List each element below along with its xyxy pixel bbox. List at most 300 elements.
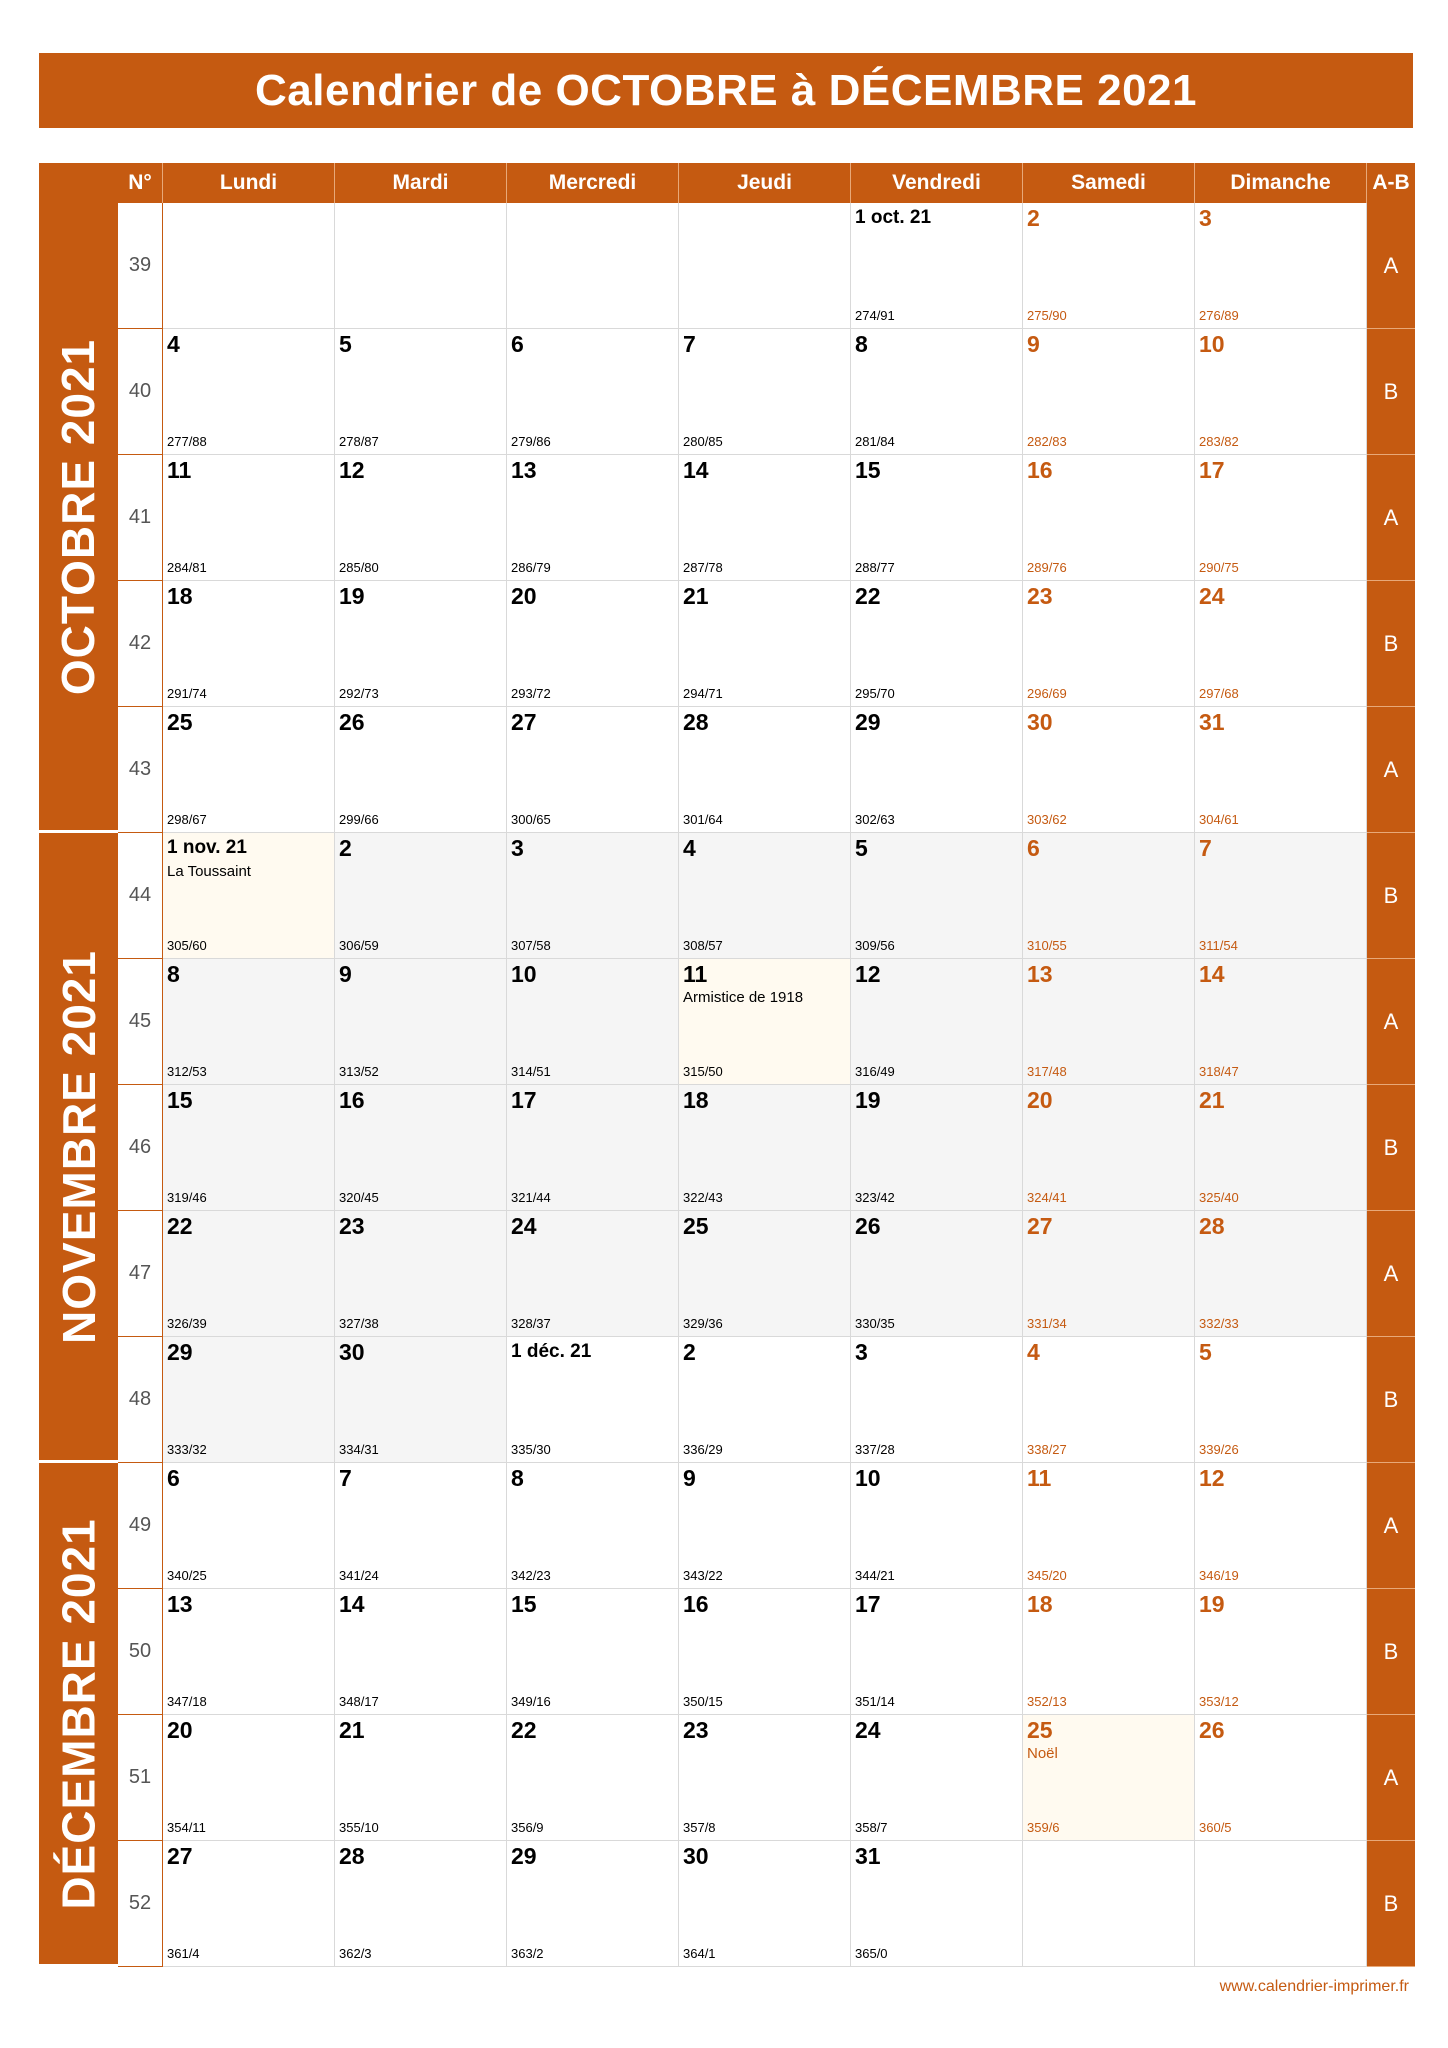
day-cell bbox=[851, 455, 1023, 581]
day-cell bbox=[1195, 1589, 1367, 1715]
day-number: 17 bbox=[855, 1591, 881, 1617]
day-number: 20 bbox=[167, 1717, 193, 1743]
day-of-year: 350/15 bbox=[683, 1694, 723, 1709]
day-of-year: 349/16 bbox=[511, 1694, 551, 1709]
day-cell bbox=[1195, 1211, 1367, 1337]
day-of-year: 314/51 bbox=[511, 1064, 551, 1079]
day-cell bbox=[163, 1841, 335, 1967]
day-cell bbox=[679, 1715, 851, 1841]
day-number: 19 bbox=[855, 1087, 881, 1113]
day-of-year: 294/71 bbox=[683, 686, 723, 701]
day-number: 24 bbox=[1199, 583, 1225, 609]
day-cell bbox=[507, 455, 679, 581]
day-cell bbox=[507, 707, 679, 833]
day-of-year: 299/66 bbox=[339, 812, 379, 827]
day-of-year: 319/46 bbox=[167, 1190, 207, 1205]
day-cell bbox=[679, 1337, 851, 1463]
holiday-name: Noël bbox=[1027, 1745, 1058, 1762]
day-number: 9 bbox=[339, 961, 352, 987]
month-label: NOVEMBRE 2021 bbox=[52, 949, 105, 1344]
day-number: 27 bbox=[167, 1843, 193, 1869]
day-number: 10 bbox=[855, 1465, 881, 1491]
day-number: 23 bbox=[1027, 583, 1053, 609]
empty-day-cell bbox=[679, 203, 851, 329]
day-number: 10 bbox=[511, 961, 537, 987]
day-cell bbox=[163, 329, 335, 455]
day-of-year: 302/63 bbox=[855, 812, 895, 827]
day-of-year: 316/49 bbox=[855, 1064, 895, 1079]
day-cell bbox=[851, 203, 1023, 329]
week-number: 40 bbox=[118, 329, 163, 455]
week-number: 44 bbox=[118, 833, 163, 959]
week-number: 47 bbox=[118, 1211, 163, 1337]
day-number: 26 bbox=[855, 1213, 881, 1239]
day-cell bbox=[1195, 581, 1367, 707]
day-of-year: 346/19 bbox=[1199, 1568, 1239, 1583]
day-number: 13 bbox=[511, 457, 537, 483]
day-of-year: 347/18 bbox=[167, 1694, 207, 1709]
footer-url[interactable]: www.calendrier-imprimer.fr bbox=[1219, 1978, 1409, 1995]
week-number: 43 bbox=[118, 707, 163, 833]
day-number: 8 bbox=[855, 331, 868, 357]
day-of-year: 310/55 bbox=[1027, 938, 1067, 953]
day-of-year: 304/61 bbox=[1199, 812, 1239, 827]
day-cell bbox=[163, 707, 335, 833]
day-of-year: 286/79 bbox=[511, 560, 551, 575]
day-of-year: 334/31 bbox=[339, 1442, 379, 1457]
month-band bbox=[39, 203, 118, 833]
day-of-year: 295/70 bbox=[855, 686, 895, 701]
day-number: 13 bbox=[1027, 961, 1053, 987]
week-number: 50 bbox=[118, 1589, 163, 1715]
day-cell bbox=[335, 1211, 507, 1337]
day-cell bbox=[1023, 1463, 1195, 1589]
day-cell bbox=[851, 1841, 1023, 1967]
day-number: 9 bbox=[1027, 331, 1040, 357]
week-number: 39 bbox=[118, 203, 163, 329]
day-number: 1 oct. 21 bbox=[855, 207, 932, 228]
day-of-year: 327/38 bbox=[339, 1316, 379, 1331]
day-cell bbox=[335, 1589, 507, 1715]
day-number: 23 bbox=[339, 1213, 365, 1239]
day-number: 5 bbox=[855, 835, 868, 861]
day-cell bbox=[335, 1085, 507, 1211]
day-cell bbox=[851, 1463, 1023, 1589]
day-number: 11 bbox=[1027, 1465, 1052, 1491]
day-number: 22 bbox=[167, 1213, 193, 1239]
day-number: 26 bbox=[1199, 1717, 1225, 1743]
day-cell bbox=[1023, 581, 1195, 707]
day-number: 26 bbox=[339, 709, 365, 735]
ab-week-label: B bbox=[1367, 1085, 1415, 1211]
ab-week-label: B bbox=[1367, 1841, 1415, 1967]
day-of-year: 365/0 bbox=[855, 1946, 888, 1961]
day-of-year: 275/90 bbox=[1027, 308, 1067, 323]
day-cell bbox=[1023, 455, 1195, 581]
day-of-year: 290/75 bbox=[1199, 560, 1239, 575]
day-number: 21 bbox=[683, 583, 709, 609]
day-cell bbox=[163, 959, 335, 1085]
day-cell bbox=[679, 581, 851, 707]
header-day-samedi: Samedi bbox=[1023, 163, 1195, 203]
day-of-year: 284/81 bbox=[167, 560, 207, 575]
day-cell bbox=[851, 1211, 1023, 1337]
day-of-year: 348/17 bbox=[339, 1694, 379, 1709]
day-number: 30 bbox=[339, 1339, 365, 1365]
month-band bbox=[39, 1463, 118, 1967]
day-cell bbox=[1023, 959, 1195, 1085]
day-cell bbox=[851, 581, 1023, 707]
day-cell bbox=[335, 833, 507, 959]
day-number: 2 bbox=[339, 835, 352, 861]
day-number: 1 nov. 21 bbox=[167, 837, 247, 858]
week-number: 45 bbox=[118, 959, 163, 1085]
day-number: 12 bbox=[1199, 1465, 1225, 1491]
header-day-mardi: Mardi bbox=[335, 163, 507, 203]
day-cell bbox=[507, 1085, 679, 1211]
day-of-year: 363/2 bbox=[511, 1946, 544, 1961]
day-number: 21 bbox=[339, 1717, 365, 1743]
day-number: 22 bbox=[511, 1717, 537, 1743]
day-cell bbox=[335, 1337, 507, 1463]
day-of-year: 323/42 bbox=[855, 1190, 895, 1205]
day-number: 17 bbox=[511, 1087, 537, 1113]
day-number: 20 bbox=[1027, 1087, 1053, 1113]
day-of-year: 289/76 bbox=[1027, 560, 1067, 575]
day-number: 15 bbox=[167, 1087, 193, 1113]
day-of-year: 326/39 bbox=[167, 1316, 207, 1331]
day-cell bbox=[1195, 959, 1367, 1085]
day-of-year: 338/27 bbox=[1027, 1442, 1067, 1457]
week-number: 48 bbox=[118, 1337, 163, 1463]
day-number: 7 bbox=[1199, 835, 1212, 861]
day-number: 6 bbox=[167, 1465, 180, 1491]
day-cell bbox=[1195, 833, 1367, 959]
day-of-year: 277/88 bbox=[167, 434, 207, 449]
day-number: 4 bbox=[167, 331, 180, 357]
week-number: 41 bbox=[118, 455, 163, 581]
day-number: 18 bbox=[1027, 1591, 1053, 1617]
day-cell bbox=[1023, 1211, 1195, 1337]
day-number: 16 bbox=[1027, 457, 1053, 483]
day-cell bbox=[679, 1463, 851, 1589]
day-of-year: 313/52 bbox=[339, 1064, 379, 1079]
day-cell bbox=[851, 959, 1023, 1085]
day-of-year: 308/57 bbox=[683, 938, 723, 953]
ab-week-label: B bbox=[1367, 1337, 1415, 1463]
day-number: 31 bbox=[1199, 709, 1225, 735]
day-of-year: 297/68 bbox=[1199, 686, 1239, 701]
ab-week-label: A bbox=[1367, 1715, 1415, 1841]
day-number: 14 bbox=[339, 1591, 365, 1617]
day-cell bbox=[507, 833, 679, 959]
day-number: 14 bbox=[1199, 961, 1225, 987]
page-title: Calendrier de OCTOBRE à DÉCEMBRE 2021 bbox=[255, 65, 1197, 115]
day-cell bbox=[163, 1463, 335, 1589]
day-number: 25 bbox=[1027, 1717, 1053, 1743]
day-of-year: 293/72 bbox=[511, 686, 551, 701]
day-number: 5 bbox=[1199, 1339, 1212, 1365]
day-of-year: 291/74 bbox=[167, 686, 207, 701]
day-of-year: 353/12 bbox=[1199, 1694, 1239, 1709]
day-number: 6 bbox=[1027, 835, 1040, 861]
day-number: 12 bbox=[855, 961, 881, 987]
day-number: 11 bbox=[167, 457, 192, 483]
day-of-year: 283/82 bbox=[1199, 434, 1239, 449]
day-cell bbox=[507, 1715, 679, 1841]
ab-week-label: A bbox=[1367, 1211, 1415, 1337]
header-week-number: N° bbox=[118, 163, 163, 203]
day-of-year: 292/73 bbox=[339, 686, 379, 701]
day-of-year: 288/77 bbox=[855, 560, 895, 575]
day-number: 8 bbox=[167, 961, 180, 987]
day-of-year: 311/54 bbox=[1199, 938, 1238, 953]
day-number: 13 bbox=[167, 1591, 193, 1617]
day-cell bbox=[851, 1337, 1023, 1463]
day-number: 29 bbox=[855, 709, 881, 735]
day-of-year: 303/62 bbox=[1027, 812, 1067, 827]
day-cell bbox=[679, 1211, 851, 1337]
day-of-year: 280/85 bbox=[683, 434, 723, 449]
day-of-year: 361/4 bbox=[167, 1946, 200, 1961]
calendar-grid bbox=[39, 163, 1413, 1960]
day-cell bbox=[163, 1589, 335, 1715]
day-cell bbox=[1195, 1085, 1367, 1211]
day-of-year: 307/58 bbox=[511, 938, 551, 953]
day-number: 2 bbox=[683, 1339, 696, 1365]
day-of-year: 312/53 bbox=[167, 1064, 207, 1079]
day-number: 31 bbox=[855, 1843, 881, 1869]
day-number: 18 bbox=[683, 1087, 709, 1113]
day-number: 28 bbox=[683, 709, 709, 735]
day-cell bbox=[507, 1463, 679, 1589]
week-number: 52 bbox=[118, 1841, 163, 1967]
day-number: 25 bbox=[167, 709, 193, 735]
day-of-year: 352/13 bbox=[1027, 1694, 1067, 1709]
day-of-year: 335/30 bbox=[511, 1442, 551, 1457]
day-of-year: 328/37 bbox=[511, 1316, 551, 1331]
day-cell bbox=[851, 1085, 1023, 1211]
day-of-year: 305/60 bbox=[167, 938, 207, 953]
title-bar bbox=[39, 53, 1413, 128]
day-of-year: 330/35 bbox=[855, 1316, 895, 1331]
day-of-year: 345/20 bbox=[1027, 1568, 1067, 1583]
day-of-year: 317/48 bbox=[1027, 1064, 1067, 1079]
empty-day-cell bbox=[335, 203, 507, 329]
day-number: 19 bbox=[339, 583, 365, 609]
ab-week-label: B bbox=[1367, 581, 1415, 707]
ab-week-label: A bbox=[1367, 707, 1415, 833]
ab-week-label: A bbox=[1367, 203, 1415, 329]
day-number: 11 bbox=[683, 961, 708, 987]
day-number: 19 bbox=[1199, 1591, 1225, 1617]
day-of-year: 336/29 bbox=[683, 1442, 723, 1457]
holiday-name: Armistice de 1918 bbox=[683, 989, 804, 1006]
day-cell bbox=[335, 1841, 507, 1967]
day-number: 3 bbox=[855, 1339, 868, 1365]
header-day-vendredi: Vendredi bbox=[851, 163, 1023, 203]
day-cell bbox=[1023, 203, 1195, 329]
day-cell bbox=[679, 455, 851, 581]
day-cell bbox=[1195, 707, 1367, 833]
day-number: 8 bbox=[511, 1465, 524, 1491]
day-number: 30 bbox=[1027, 709, 1053, 735]
day-number: 28 bbox=[339, 1843, 365, 1869]
day-number: 27 bbox=[511, 709, 537, 735]
empty-day-cell bbox=[163, 203, 335, 329]
day-number: 4 bbox=[1027, 1339, 1040, 1365]
day-cell bbox=[1023, 1715, 1195, 1841]
day-number: 4 bbox=[683, 835, 696, 861]
ab-week-label: B bbox=[1367, 329, 1415, 455]
day-cell bbox=[1195, 455, 1367, 581]
day-number: 10 bbox=[1199, 331, 1225, 357]
month-band bbox=[39, 833, 118, 1463]
day-of-year: 318/47 bbox=[1199, 1064, 1239, 1079]
day-number: 16 bbox=[683, 1591, 709, 1617]
day-number: 29 bbox=[167, 1339, 193, 1365]
day-cell bbox=[1195, 329, 1367, 455]
day-number: 6 bbox=[511, 331, 524, 357]
day-of-year: 364/1 bbox=[683, 1946, 716, 1961]
day-of-year: 324/41 bbox=[1027, 1190, 1067, 1205]
header-day-lundi: Lundi bbox=[163, 163, 335, 203]
day-of-year: 320/45 bbox=[339, 1190, 379, 1205]
day-cell bbox=[335, 959, 507, 1085]
day-cell bbox=[851, 833, 1023, 959]
day-cell bbox=[163, 1337, 335, 1463]
day-cell bbox=[335, 581, 507, 707]
day-cell bbox=[163, 1085, 335, 1211]
day-number: 2 bbox=[1027, 205, 1040, 231]
day-cell bbox=[679, 833, 851, 959]
day-of-year: 274/91 bbox=[855, 308, 895, 323]
day-cell bbox=[507, 1841, 679, 1967]
day-cell bbox=[163, 455, 335, 581]
day-number: 23 bbox=[683, 1717, 709, 1743]
day-of-year: 331/34 bbox=[1027, 1316, 1067, 1331]
header-day-mercredi: Mercredi bbox=[507, 163, 679, 203]
holiday-name: La Toussaint bbox=[167, 863, 251, 880]
day-cell bbox=[507, 1589, 679, 1715]
day-cell bbox=[679, 1841, 851, 1967]
day-number: 18 bbox=[167, 583, 193, 609]
day-number: 29 bbox=[511, 1843, 537, 1869]
month-label: DÉCEMBRE 2021 bbox=[52, 1517, 105, 1910]
day-cell bbox=[507, 1211, 679, 1337]
day-of-year: 287/78 bbox=[683, 560, 723, 575]
day-cell bbox=[163, 833, 335, 959]
day-number: 17 bbox=[1199, 457, 1225, 483]
day-number: 24 bbox=[511, 1213, 537, 1239]
day-of-year: 340/25 bbox=[167, 1568, 207, 1583]
day-of-year: 309/56 bbox=[855, 938, 895, 953]
ab-week-label: B bbox=[1367, 833, 1415, 959]
day-cell bbox=[1023, 1337, 1195, 1463]
day-of-year: 296/69 bbox=[1027, 686, 1067, 701]
empty-day-cell bbox=[1195, 1841, 1367, 1967]
day-of-year: 279/86 bbox=[511, 434, 551, 449]
day-of-year: 351/14 bbox=[855, 1694, 895, 1709]
day-number: 7 bbox=[339, 1465, 352, 1491]
day-number: 20 bbox=[511, 583, 537, 609]
day-cell bbox=[1023, 1085, 1195, 1211]
day-of-year: 315/50 bbox=[683, 1064, 723, 1079]
day-of-year: 362/3 bbox=[339, 1946, 372, 1961]
day-number: 14 bbox=[683, 457, 709, 483]
day-of-year: 354/11 bbox=[167, 1820, 206, 1835]
day-number: 24 bbox=[855, 1717, 881, 1743]
header-day-dimanche: Dimanche bbox=[1195, 163, 1367, 203]
day-number: 9 bbox=[683, 1465, 696, 1491]
day-cell bbox=[163, 581, 335, 707]
day-number: 15 bbox=[511, 1591, 537, 1617]
day-cell bbox=[1023, 1589, 1195, 1715]
week-number: 46 bbox=[118, 1085, 163, 1211]
day-cell bbox=[851, 707, 1023, 833]
day-of-year: 342/23 bbox=[511, 1568, 551, 1583]
ab-week-label: A bbox=[1367, 455, 1415, 581]
day-cell bbox=[335, 455, 507, 581]
day-number: 3 bbox=[511, 835, 524, 861]
header-ab: A-B bbox=[1367, 163, 1415, 203]
day-cell bbox=[679, 707, 851, 833]
empty-day-cell bbox=[507, 203, 679, 329]
day-cell bbox=[1195, 1337, 1367, 1463]
day-cell bbox=[507, 329, 679, 455]
header-day-jeudi: Jeudi bbox=[679, 163, 851, 203]
empty-day-cell bbox=[1023, 1841, 1195, 1967]
day-cell bbox=[679, 959, 851, 1085]
day-cell bbox=[335, 1463, 507, 1589]
day-cell bbox=[163, 1211, 335, 1337]
day-of-year: 321/44 bbox=[511, 1190, 551, 1205]
day-number: 16 bbox=[339, 1087, 365, 1113]
day-of-year: 276/89 bbox=[1199, 308, 1239, 323]
day-number: 5 bbox=[339, 331, 352, 357]
day-of-year: 341/24 bbox=[339, 1568, 379, 1583]
week-number: 42 bbox=[118, 581, 163, 707]
day-cell bbox=[679, 329, 851, 455]
day-of-year: 339/26 bbox=[1199, 1442, 1239, 1457]
day-cell bbox=[851, 1589, 1023, 1715]
day-number: 28 bbox=[1199, 1213, 1225, 1239]
day-number: 7 bbox=[683, 331, 696, 357]
day-of-year: 355/10 bbox=[339, 1820, 379, 1835]
day-number: 27 bbox=[1027, 1213, 1053, 1239]
day-of-year: 359/6 bbox=[1027, 1820, 1060, 1835]
day-cell bbox=[1195, 1715, 1367, 1841]
day-of-year: 360/5 bbox=[1199, 1820, 1232, 1835]
day-of-year: 298/67 bbox=[167, 812, 207, 827]
day-of-year: 358/7 bbox=[855, 1820, 888, 1835]
week-number: 51 bbox=[118, 1715, 163, 1841]
day-of-year: 306/59 bbox=[339, 938, 379, 953]
day-cell bbox=[507, 1337, 679, 1463]
day-cell bbox=[1195, 1463, 1367, 1589]
day-of-year: 325/40 bbox=[1199, 1190, 1239, 1205]
day-cell bbox=[851, 329, 1023, 455]
day-of-year: 356/9 bbox=[511, 1820, 544, 1835]
day-of-year: 333/32 bbox=[167, 1442, 207, 1457]
day-cell bbox=[679, 1589, 851, 1715]
day-of-year: 322/43 bbox=[683, 1190, 723, 1205]
day-of-year: 300/65 bbox=[511, 812, 551, 827]
day-cell bbox=[507, 581, 679, 707]
day-cell bbox=[507, 959, 679, 1085]
day-of-year: 337/28 bbox=[855, 1442, 895, 1457]
day-cell bbox=[335, 1715, 507, 1841]
